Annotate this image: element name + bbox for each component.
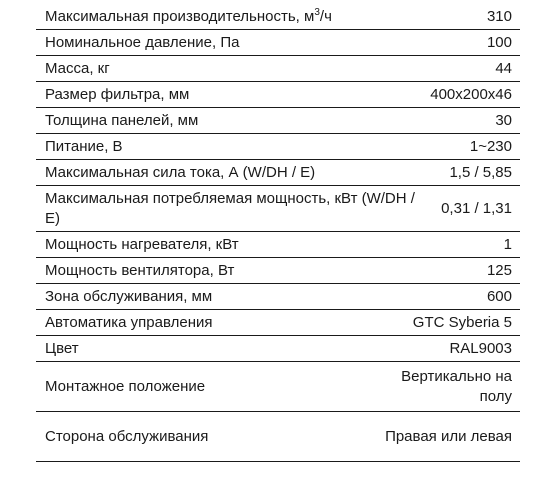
spec-label: Сторона обслуживания <box>45 427 209 445</box>
spec-value: RAL9003 <box>449 339 512 357</box>
spec-row-fan-power <box>36 258 520 284</box>
spec-row-max-current <box>36 160 520 186</box>
spec-row-panel-thickness <box>36 108 520 134</box>
spec-row-service-zone <box>36 284 520 310</box>
spec-value: 400x200x46 <box>430 85 512 103</box>
spec-label: Максимальная производительность, $м^3/ч$ <box>45 6 332 25</box>
spec-value: 30 <box>495 111 512 129</box>
spec-row-color <box>36 336 520 362</box>
spec-value: Вертикально на полу <box>401 367 512 405</box>
spec-label: Толщина панелей, мм <box>45 111 199 129</box>
spec-row-max-capacity <box>36 4 520 30</box>
spec-label: Размер фильтра, мм <box>45 85 190 103</box>
spec-row-mass <box>36 56 520 82</box>
spec-value: 100 <box>486 33 512 51</box>
spec-value: 600 <box>486 287 512 305</box>
spec-label: Масса, кг <box>45 59 110 77</box>
spec-row-filter-size <box>36 82 520 108</box>
spec-label: Цвет <box>45 339 79 357</box>
spec-value: 310 <box>486 7 512 25</box>
spec-label: Номинальное давление, Па <box>45 33 240 51</box>
spec-label: Мощность нагревателя, кВт <box>45 235 239 253</box>
spec-value: 125 <box>486 261 512 279</box>
spec-value: GTC Syberia 5 <box>412 313 512 331</box>
spec-value: 0,31 / 1,31 <box>441 199 512 217</box>
spec-label: Питание, В <box>45 137 123 155</box>
spec-row-max-power-consumption <box>36 186 520 232</box>
spec-row-service-side <box>36 412 520 462</box>
spec-label: Зона обслуживания, мм <box>45 287 213 305</box>
spec-label: Автоматика управления <box>45 313 213 331</box>
specifications-table <box>36 4 520 462</box>
spec-value: Правая или левая <box>385 427 512 445</box>
spec-value: 1~230 <box>469 137 512 155</box>
spec-label: Мощность вентилятора, Вт <box>45 261 235 279</box>
spec-value: 1 <box>503 235 512 253</box>
spec-row-control-automation <box>36 310 520 336</box>
spec-value: 1,5 / 5,85 <box>449 163 512 181</box>
spec-row-power-supply <box>36 134 520 160</box>
spec-row-nominal-pressure <box>36 30 520 56</box>
spec-label: Максимальная сила тока, А (W/DH / E) <box>45 163 316 181</box>
spec-row-mounting-position <box>36 362 520 412</box>
spec-row-heater-power <box>36 232 520 258</box>
spec-label: Монтажное положение <box>45 377 206 395</box>
spec-label: Максимальная потребляемая мощность, кВт (W/DH / E) <box>45 189 415 227</box>
spec-value: 44 <box>495 59 512 77</box>
